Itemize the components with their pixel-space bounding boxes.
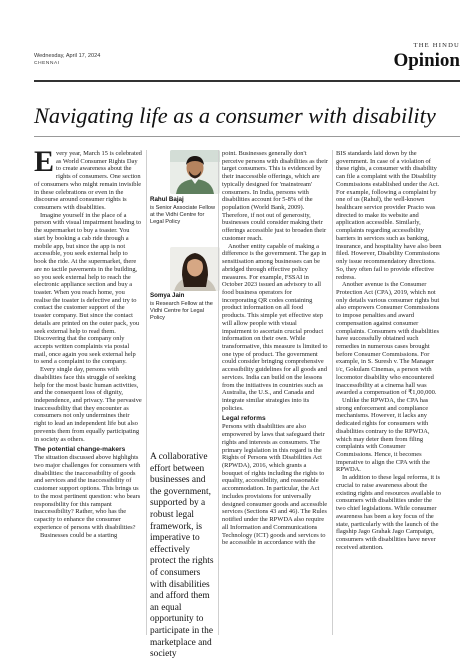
masthead	[34, 38, 460, 78]
column-divider	[146, 150, 147, 635]
subheading: Legal reforms	[222, 415, 266, 423]
author-photo	[170, 150, 220, 194]
author-bio: is Research Fellow at the Vidhi Centre for Legal Policy	[150, 301, 213, 322]
author-box-2	[150, 292, 216, 323]
author-bio: is Senior Associate Fellow at the Vidhi Centre for Legal Policy	[150, 205, 215, 226]
column-divider	[218, 150, 219, 635]
article-column-3	[222, 150, 328, 547]
masthead-rule	[34, 80, 460, 82]
author-box-1	[150, 196, 216, 227]
paragraph: Imagine yourself in the place of a person with visual impairment heading to the supermarket to buy a toaster. You start by booking a cab ride through a mobile app, but since the app is not accessible, you seek external help to book the ride. At the supermarket, there are no tactile pavements in the building, so you seek external help to reach the electronic appliance section and buy a toaster. When you reach home, you realise the toaster is defective and try to contact the customer support of the toaster company. But since the contact details are printed on the outer pack, you seek external help to read them. Discovering that the company only accepts written complaints via postal mail, once again you seek external help to send a complaint to the company.	[34, 211, 142, 366]
paragraph: Persons with disabilities are also empowered by laws that safeguard their rights and interests as consumers. The primary legislation in this regard is the Rights of Persons with Disabilities Act (RPWDA), 2016, which grants a bouquet of rights including the rights to equality, accessibility, and reasonable accommodation. In particular, the Act includes provisions for universally designed consumer goods and accessible services (Sections 43 and 46). The Rules notified under the RPWDA also require all Information and Communications Technology (ICT) goods and services to be accessible in accordance with the	[222, 423, 328, 547]
subheading: The potential change-makers	[34, 446, 126, 454]
pull-quote: A collaborative effort between businesses and the government, supported by a robust legal framework, is imperative to effectively protect the rights of consumers with disabilities and afford them an equal opportunity to participate in the marketplace and society	[150, 452, 214, 660]
paragraph: Every single day, persons with disabilities face this struggle of seeking help for the most basic human activities, and the consequent loss of dignity, independence, and privacy. The pervasive inaccessibility that they encounter as consumers not only undermines their right to lead an independent life but also prevents them from equally participating in society as others.	[34, 366, 142, 443]
portrait-rahul	[170, 150, 220, 194]
article-column-4	[336, 150, 442, 551]
article-column-1	[34, 145, 142, 539]
column-divider	[332, 150, 333, 635]
newspaper-name: THE HINDU	[413, 42, 460, 49]
paragraph: Unlike the RPWDA, the CPA has strong enforcement and compliance mechanisms. However, it lacks any dedicated rights for consumers with disabilities contrary to the RPWDA, which may deter them from filing complaints with Consumer Commissions. Hence, it becomes imperative to align the CPA with the RPWDA.	[336, 397, 430, 474]
paragraph: Another avenue is the Consumer Protection Act (CPA), 2019, which not only details various consumer rights but also empowers Consumer Commissions to impose penalties and award compensation against consumer complaints. Consumers with disabilities have successfully obtained such remedies in numerous cases brought before Consumer Commissions. For example, in S. Suresh v. The Manager i/c, Gokulam Cinemas, a person with locomotor disability who encountered inaccessibility at a cinema hall was awarded a compensation of ₹1,00,000.	[336, 281, 440, 397]
headline-rule	[34, 136, 460, 137]
paragraph: Another entity capable of making a difference is the government. The gap in sensitisation among businesses can be abridged through effective policy measures. For example, FSSAI in October 2023 issued an advisory to all food business operators for incorporating QR codes containing product information on all food products. This simple yet effective step will allow people with visual impairment to ascertain crucial product information on their own. While transformative, this measure is limited to one type of product. The government could consider bringing comprehensive accessibility guidelines for all goods and services. India can build on the lessons from the initiatives in countries such as Australia, the U.S., and Canada and integrate similar strategies into its policies.	[222, 242, 328, 412]
paragraph: In addition to these legal reforms, it is crucial to raise awareness about the existing rights and resources available to consumers with disabilities under the two chief legislations. While consumer awareness has been a key focus of the state, particularly with the launch of the flagship Jago Grahak Jago Campaign, consumers with disabilities have never received attention.	[336, 474, 441, 551]
portrait-somya	[170, 247, 220, 291]
paragraph: point. Businesses generally don't perceive persons with disabilities as their target consumers. This is evidenced by their inaccessible offerings, which are typically designed for 'mainstream' consumers. In India, persons with disabilities account for 5-8% of the population (World Bank, 2009). Therefore, if not out of generosity, businesses could consider making their offerings accessible just to broaden their customer reach.	[222, 150, 329, 242]
paragraph: Businesses could be a starting	[40, 531, 118, 539]
author-photo	[170, 247, 220, 291]
issue-date: Wednesday, April 17, 2024	[34, 53, 101, 59]
author-name: Somya Jain	[150, 292, 185, 299]
paragraph: Every year, March 15 is celebrated as World Consumer Rights Day to create awareness about the rights of consumers. One section of consumers who might remain invisible in these celebrations or even in the discourse around consumer rights is consumers with disabilities.	[34, 145, 142, 212]
author-name: Rahul Bajaj	[150, 196, 184, 203]
paragraph: The situation discussed above highlights two major challenges for consumers with disabilities: the inaccessibility of goods and services and the inaccessibility of customer support options. This brings us to the most pertinent question: who bears responsibility for this rampant inaccessibility? Rather, who has the capacity to enhance the consumer experience of persons with disabilities?	[34, 454, 141, 531]
edition-city: CHENNAI	[34, 61, 60, 66]
section-title: Opinion	[393, 50, 460, 71]
paragraph: BIS standards laid down by the government. In case of a violation of these rights, a consumer with disability can file a complaint with the Disability Commissions established under the Act. For example, following a complaint by one of us (Rahul), the well-known healthcare service provider Practo was directed to make its website and application accessible. Similarly, complaints regarding accessibility barriers in services such as banking, insurance, and hospitality have also been filed. However, Disability Commissions only issue recommendatory directions. So, they often fail to provide effective redress.	[336, 150, 442, 281]
article-headline: Navigating life as a consumer with disability	[34, 103, 436, 128]
